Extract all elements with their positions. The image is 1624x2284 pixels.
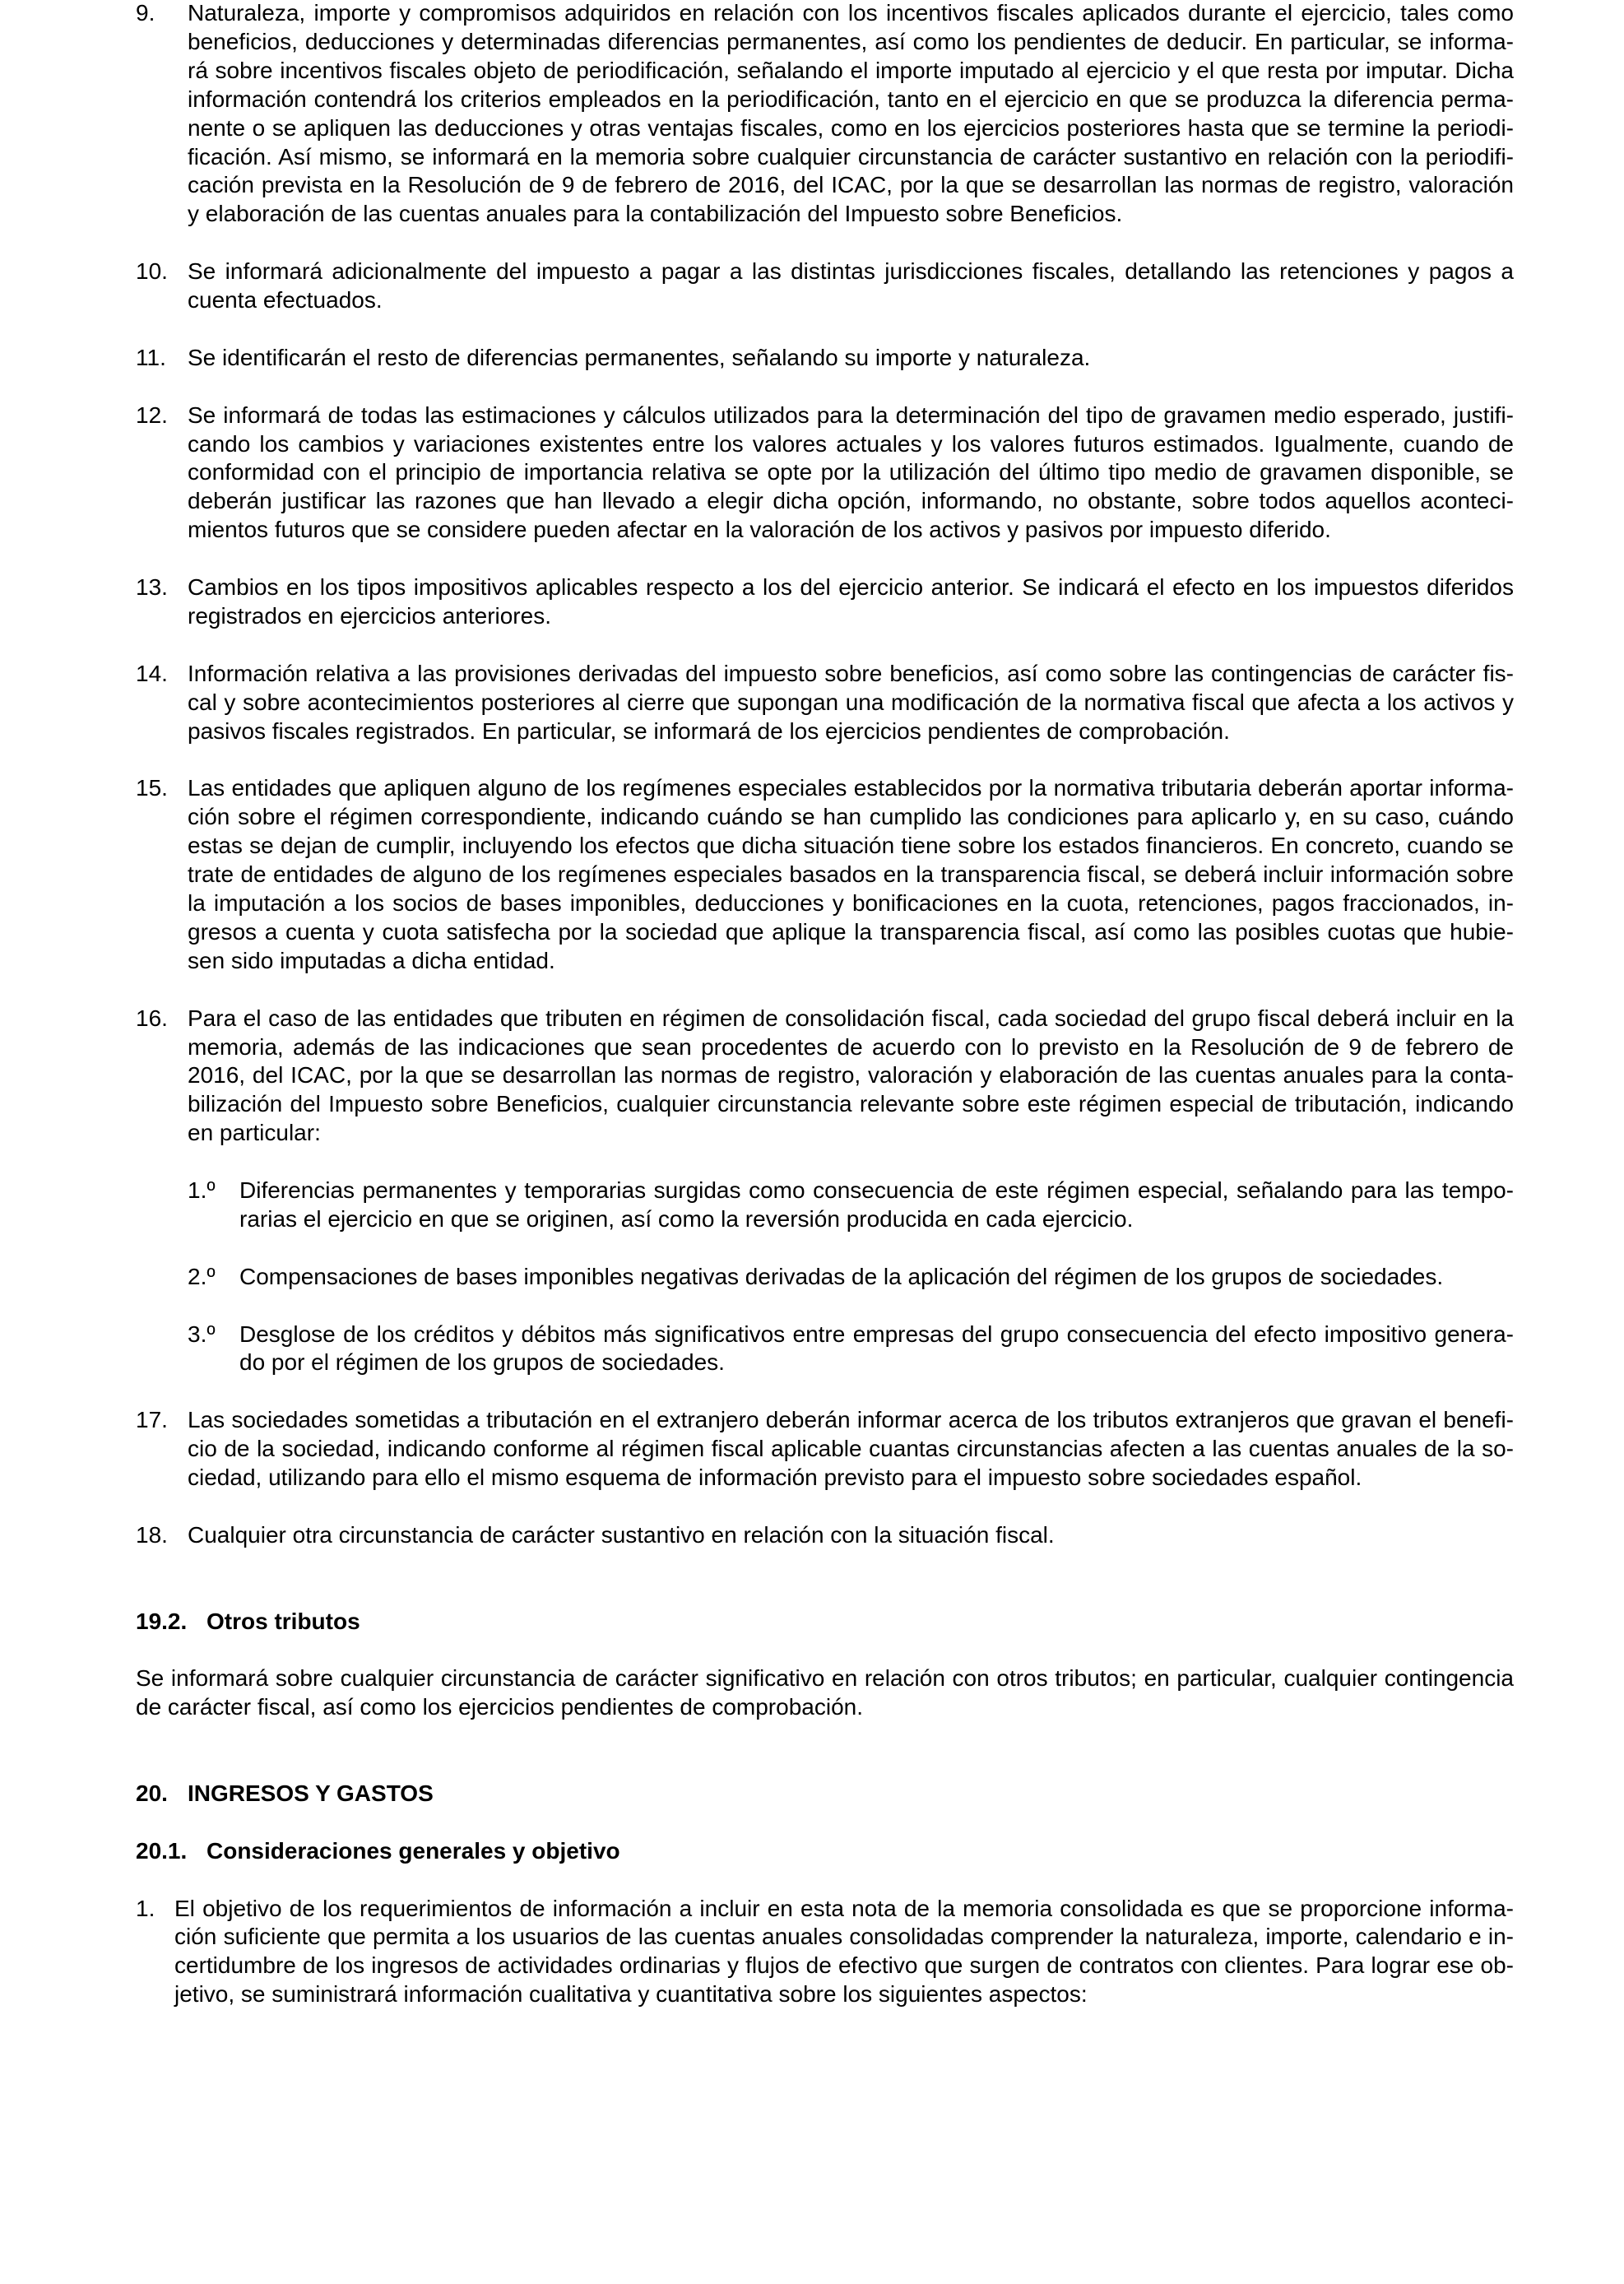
item-number: 14. (136, 660, 168, 686)
item-text (188, 0, 1514, 229)
list-item (0, 0, 1624, 229)
text-line: Cualquier otra circunstancia de carácter sustantivo en relación con la situación fiscal. (188, 1521, 1055, 1548)
item-number: 10. (136, 258, 168, 285)
text-line: Se identificarán el resto de diferencias permanentes, señalando su importe y naturaleza. (188, 344, 1091, 370)
text-line: cando los cambios y variaciones existentes entre los valores actuales y los valores futuros estimados. Igualmente, cuando de (188, 430, 1514, 457)
text-line: conformidad con el principio de importancia relativa se opte por la utilización del último tipo medio de gravamen disponible, se (188, 459, 1514, 485)
text-line: Naturaleza, importe y compromisos adquiridos en relación con los incentivos fiscales aplicados durante el ejercicio, tales como (188, 0, 1514, 26)
text-line: en particular: (188, 1120, 321, 1146)
text-line: rarias el ejercicio en que se originen, así como la reversión producida en cada ejercicio. (239, 1205, 1134, 1232)
item-number: 12. (136, 402, 168, 428)
text-line: beneficios, deducciones y determinadas diferencias permanentes, así como los pendientes de deducir. En particular, se informa- (188, 28, 1514, 54)
text-line: El objetivo de los requerimientos de información a incluir en esta nota de la memoria consolidada es que se proporcione informa- (174, 1895, 1514, 1921)
text-line: trate de entidades de alguno de los regímenes especiales basados en la transparencia fiscal, se deberá incluir información sobre (188, 861, 1514, 888)
text-line: Las sociedades sometidas a tributación en el extranjero deberán informar acerca de los tributos extranjeros que gravan el benefi- (188, 1407, 1514, 1433)
sub-item-number: 3.º (188, 1321, 216, 1347)
text-line: certidumbre de los ingresos de actividades ordinarias y flujos de efectivo que surgen de contratos con clientes. Para lograr ese ob- (174, 1952, 1514, 1979)
text-line: cio de la sociedad, indicando conforme al régimen fiscal aplicable cuantas circunstancias afecten a las cuentas anuales de la so- (188, 1436, 1514, 1462)
item-text (188, 1406, 1514, 1492)
text-line: rá sobre incentivos fiscales objeto de periodificación, señalando el importe imputado al ejercicio y el que resta por imputar. Dicha (188, 57, 1514, 83)
text-line: jetivo, se suministrará información cualitativa y cuantitativa sobre los siguientes aspectos: (174, 1981, 1088, 2008)
text-line: bilización del Impuesto sobre Beneficios, cualquier circunstancia relevante sobre este régimen especial de tributación, indicando (188, 1091, 1514, 1117)
text-line: registrados en ejercicios anteriores. (188, 602, 551, 629)
item-number: 18. (136, 1521, 168, 1548)
text-line: Se informará de todas las estimaciones y cálculos utilizados para la determinación del tipo de gravamen medio esperado, justifi- (188, 402, 1514, 428)
list-item (0, 573, 1624, 631)
section-number: 20.1. (136, 1837, 188, 1864)
text-line: Se informará adicionalmente del impuesto a pagar a las distintas jurisdicciones fiscales, detallando las retenciones y pagos a (188, 258, 1514, 285)
sub-item (0, 1321, 1624, 1378)
text-line: pasivos fiscales registrados. En particular, se informará de los ejercicios pendientes de comprobación. (188, 717, 1230, 744)
item-text (188, 402, 1514, 545)
list-item (0, 1005, 1624, 1378)
text-line: ción sobre el régimen correspondiente, indicando cuándo se han cumplido las condiciones para aplicarlo y, en su caso, cuándo (188, 804, 1514, 830)
section-title: Otros tributos (206, 1608, 360, 1634)
text-line: Compensaciones de bases imponibles negativas derivadas de la aplicación del régimen de los grupos de sociedades. (239, 1263, 1444, 1289)
sub-item-text (239, 1177, 1514, 1234)
item-number: 13. (136, 574, 168, 601)
text-line: estas se dejan de cumplir, incluyendo los efectos que dicha situación tiene sobre los estados financieros. En concreto, cuando se (188, 833, 1514, 859)
item-text (174, 1895, 1514, 2010)
list-item (0, 1895, 1624, 2010)
section-heading-19-2 (0, 1608, 1624, 1636)
item-text (188, 344, 1514, 373)
list-item (0, 1406, 1624, 1492)
list-item (0, 402, 1624, 545)
text-line: y elaboración de las cuentas anuales para la contabilización del Impuesto sobre Beneficios. (188, 201, 1123, 227)
text-line: 2016, del ICAC, por la que se desarrollan las normas de registro, valoración y elaboración de las cuentas anuales para la conta- (188, 1062, 1514, 1089)
item-text (188, 774, 1514, 975)
text-line: ción suficiente que permita a los usuarios de las cuentas anuales consolidadas comprender la naturaleza, importe, calendario e in- (174, 1924, 1514, 1950)
sub-item (0, 1263, 1624, 1292)
text-line: Diferencias permanentes y temporarias surgidas como consecuencia de este régimen especial, señalando para las tempo- (239, 1177, 1514, 1204)
item-text (188, 1005, 1514, 1149)
list-item (0, 774, 1624, 975)
item-number: 9. (136, 0, 155, 26)
sub-item-text (239, 1321, 1514, 1378)
text-line: ciedad, utilizando para ello el mismo esquema de información previsto para el impuesto sobre sociedades español. (188, 1465, 1362, 1491)
text-line: de carácter fiscal, así como los ejercicios pendientes de comprobación. (136, 1694, 863, 1720)
text-line: gresos a cuenta y cuota satisfecha por la sociedad que aplique la transparencia fiscal, así como las posibles cuotas que hubie- (188, 918, 1514, 945)
text-line: Para el caso de las entidades que tributen en régimen de consolidación fiscal, cada sociedad del grupo fiscal deberá incluir en la (188, 1005, 1514, 1031)
item-number: 16. (136, 1005, 168, 1031)
section-title: Consideraciones generales y objetivo (206, 1837, 620, 1864)
section-number: 20. (136, 1780, 168, 1806)
item-number: 17. (136, 1407, 168, 1433)
list-item (0, 258, 1624, 315)
text-line: cal y sobre acontecimientos posteriores al cierre que supongan una modificación de la normativa fiscal que afecta a los activos y (188, 689, 1514, 715)
list-item (0, 660, 1624, 746)
text-line: Desglose de los créditos y débitos más significativos entre empresas del grupo consecuencia del efecto impositivo genera- (239, 1321, 1514, 1347)
text-line: do por el régimen de los grupos de sociedades. (239, 1349, 725, 1376)
text-line: memoria, además de las indicaciones que sean procedentes de acuerdo con lo previsto en la Resolución de 9 de febrero de (188, 1033, 1514, 1060)
text-line: información contendrá los criterios empleados en la periodificación, tanto en el ejercicio en que se produzca la diferencia perma- (188, 86, 1514, 112)
sub-item (0, 1177, 1624, 1234)
text-line: cación prevista en la Resolución de 9 de febrero de 2016, del ICAC, por la que se desarrollan las normas de registro, valoración (188, 172, 1514, 198)
item-text (188, 1521, 1514, 1550)
text-line: cuenta efectuados. (188, 287, 383, 313)
sub-item-number: 1.º (188, 1177, 216, 1204)
text-line: la imputación a los socios de bases imponibles, deducciones y bonificaciones en la cuota, retenciones, pagos fraccionados, in- (188, 890, 1514, 916)
text-line: Se informará sobre cualquier circunstancia de carácter significativo en relación con otros tributos; en particular, cualquier contingencia (136, 1665, 1514, 1692)
section-title: INGRESOS Y GASTOS (188, 1780, 434, 1806)
text-line: mientos futuros que se considere pueden afectar en la valoración de los activos y pasivos por impuesto diferido. (188, 517, 1331, 543)
item-number: 15. (136, 775, 168, 801)
sub-item-text (239, 1263, 1514, 1292)
list-item (0, 344, 1624, 373)
section-number: 19.2. (136, 1608, 188, 1634)
text-line: Información relativa a las provisiones derivadas del impuesto sobre beneficios, así como sobre las contingencias de carácter fis- (188, 660, 1514, 686)
text-line: Cambios en los tipos impositivos aplicables respecto a los del ejercicio anterior. Se indicará el efecto en los impuestos diferidos (188, 574, 1514, 601)
text-line: ficación. Así mismo, se informará en la memoria sobre cualquier circunstancia de carácter sustantivo en relación con la periodifi- (188, 143, 1514, 169)
section-heading-20-1 (0, 1837, 1624, 1866)
item-text (188, 573, 1514, 631)
item-text (188, 660, 1514, 746)
item-text (188, 258, 1514, 315)
sub-item-number: 2.º (188, 1263, 216, 1289)
item-number: 1. (136, 1895, 155, 1921)
list-item (0, 1521, 1624, 1550)
text-line: sen sido imputadas a dicha entidad. (188, 947, 555, 973)
section-paragraph (136, 1664, 1514, 1722)
text-line: Las entidades que apliquen alguno de los regímenes especiales establecidos por la normativa tributaria deberán aportar informa- (188, 775, 1514, 801)
item-number: 11. (136, 344, 166, 370)
section-heading-20 (0, 1780, 1624, 1808)
text-line: nente o se apliquen las deducciones y otras ventajas fiscales, como en los ejercicios posteriores hasta que se termine la periodi- (188, 114, 1514, 141)
text-line: deberán justificar las razones que han llevado a elegir dicha opción, informando, no obstante, sobre todos aquellos aconteci- (188, 488, 1514, 514)
